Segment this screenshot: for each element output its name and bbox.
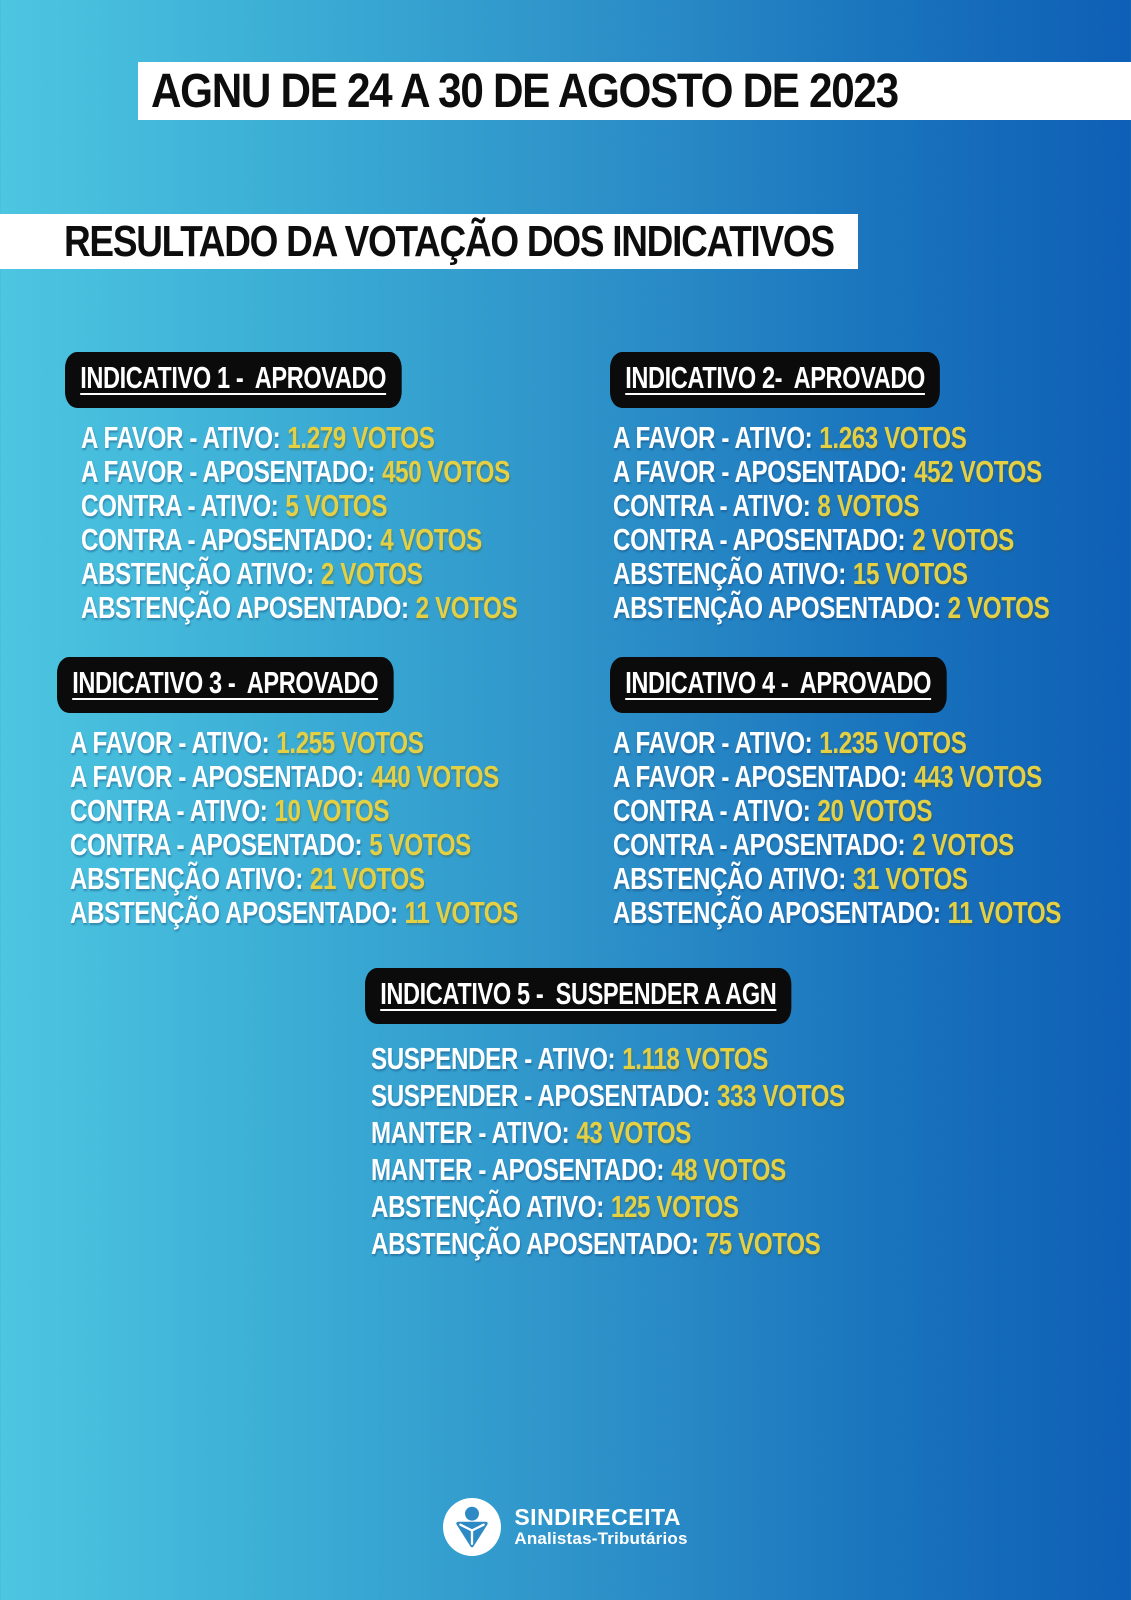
vote-line: [613, 455, 1049, 489]
vote-line: [371, 1077, 845, 1114]
vote-value: 443 VOTOS: [914, 759, 1042, 794]
indicativo-5-header: [365, 968, 792, 1024]
vote-value: 31 VOTOS: [852, 861, 968, 896]
vote-label: ABSTENÇÃO APOSENTADO:: [81, 590, 409, 625]
vote-line: [613, 862, 1061, 896]
vote-line: [371, 1040, 845, 1077]
indicativo-3-card: [57, 657, 644, 930]
vote-line: [81, 489, 517, 523]
vote-line: [70, 862, 518, 896]
vote-label: ABSTENÇÃO ATIVO:: [81, 556, 314, 591]
indicativo-1-title: INDICATIVO 1 - APROVADO: [80, 360, 387, 395]
vote-label: ABSTENÇÃO ATIVO:: [70, 861, 303, 896]
vote-label: SUSPENDER - ATIVO:: [371, 1041, 616, 1076]
indicativo-4-results: [613, 726, 1061, 930]
vote-value: 125 VOTOS: [610, 1189, 739, 1224]
indicativo-3-header: [57, 657, 393, 713]
org-block: [514, 1505, 687, 1549]
vote-label: CONTRA - APOSENTADO:: [70, 827, 363, 862]
vote-label: ABSTENÇÃO ATIVO:: [371, 1189, 604, 1224]
vote-line: [371, 1188, 845, 1225]
vote-value: 1.279 VOTOS: [287, 420, 435, 455]
vote-line: [70, 896, 518, 930]
vote-line: [613, 794, 1061, 828]
title-bar: [138, 62, 1131, 120]
vote-label: ABSTENÇÃO ATIVO:: [613, 556, 846, 591]
vote-line: [371, 1225, 845, 1262]
vote-line: [81, 523, 517, 557]
vote-line: [371, 1114, 845, 1151]
vote-label: ABSTENÇÃO APOSENTADO:: [371, 1226, 699, 1261]
vote-value: 2 VOTOS: [320, 556, 423, 591]
vote-label: MANTER - APOSENTADO:: [371, 1152, 665, 1187]
indicativo-4-card: [610, 657, 1131, 930]
vote-label: A FAVOR - APOSENTADO:: [70, 759, 365, 794]
vote-label: A FAVOR - ATIVO:: [613, 725, 813, 760]
vote-label: ABSTENÇÃO APOSENTADO:: [613, 895, 941, 930]
indicativo-1-header: [65, 352, 401, 408]
vote-line: [81, 591, 517, 625]
indicativo-2-title: INDICATIVO 2- APROVADO: [625, 360, 925, 395]
vote-line: [81, 421, 517, 455]
vote-value: 452 VOTOS: [914, 454, 1042, 489]
org-subtitle: Analistas-Tributários: [514, 1529, 688, 1549]
footer: [0, 1498, 1131, 1556]
org-name: SINDIRECEITA: [514, 1504, 681, 1530]
vote-label: A FAVOR - ATIVO:: [81, 420, 281, 455]
vote-label: MANTER - ATIVO:: [371, 1115, 570, 1150]
vote-label: CONTRA - APOSENTADO:: [613, 522, 906, 557]
indicativo-3-title: INDICATIVO 3 - APROVADO: [72, 665, 379, 700]
vote-value: 20 VOTOS: [817, 793, 933, 828]
vote-line: [81, 557, 517, 591]
vote-value: 2 VOTOS: [912, 522, 1014, 557]
vote-value: 2 VOTOS: [415, 590, 518, 625]
vote-label: A FAVOR - ATIVO:: [70, 725, 270, 760]
vote-value: 1.235 VOTOS: [819, 725, 967, 760]
page-title: AGNU DE 24 A 30 DE AGOSTO DE 2023: [151, 64, 898, 118]
vote-label: A FAVOR - APOSENTADO:: [81, 454, 376, 489]
vote-value: 48 VOTOS: [671, 1152, 786, 1187]
vote-value: 15 VOTOS: [852, 556, 968, 591]
indicativo-4-title: INDICATIVO 4 - APROVADO: [625, 665, 932, 700]
indicativo-4-header: [610, 657, 946, 713]
subtitle: RESULTADO DA VOTAÇÃO DOS INDICATIVOS: [64, 216, 834, 266]
vote-value: 8 VOTOS: [817, 488, 920, 523]
vote-label: ABSTENÇÃO APOSENTADO:: [70, 895, 398, 930]
vote-value: 440 VOTOS: [371, 759, 499, 794]
vote-line: [613, 726, 1061, 760]
indicativo-2-results: [613, 421, 1049, 625]
vote-value: 21 VOTOS: [309, 861, 425, 896]
vote-label: A FAVOR - APOSENTADO:: [613, 454, 908, 489]
indicativo-3-results: [70, 726, 518, 930]
vote-line: [70, 760, 518, 794]
vote-value: 11 VOTOS: [947, 895, 1062, 930]
vote-line: [613, 489, 1049, 523]
vote-line: [70, 794, 518, 828]
vote-line: [613, 523, 1049, 557]
vote-label: CONTRA - APOSENTADO:: [613, 827, 906, 862]
vote-label: CONTRA - ATIVO:: [613, 793, 811, 828]
vote-label: A FAVOR - APOSENTADO:: [613, 759, 908, 794]
vote-value: 10 VOTOS: [274, 793, 390, 828]
vote-label: CONTRA - APOSENTADO:: [81, 522, 374, 557]
indicativo-5-card: [365, 968, 978, 1262]
vote-label: ABSTENÇÃO APOSENTADO:: [613, 590, 941, 625]
vote-line: [613, 760, 1061, 794]
vote-value: 1.118 VOTOS: [622, 1041, 769, 1076]
vote-value: 5 VOTOS: [369, 827, 471, 862]
vote-label: ABSTENÇÃO ATIVO:: [613, 861, 846, 896]
vote-line: [613, 591, 1049, 625]
indicativo-1-card: [65, 352, 640, 625]
vote-value: 450 VOTOS: [382, 454, 510, 489]
indicativo-2-card: [610, 352, 1131, 625]
vote-label: CONTRA - ATIVO:: [81, 488, 279, 523]
vote-label: SUSPENDER - APOSENTADO:: [371, 1078, 710, 1113]
vote-value: 43 VOTOS: [576, 1115, 692, 1150]
vote-line: [613, 421, 1049, 455]
vote-line: [613, 557, 1049, 591]
vote-line: [70, 726, 518, 760]
vote-value: 75 VOTOS: [705, 1226, 821, 1261]
indicativo-1-results: [81, 421, 517, 625]
indicativo-5-title: INDICATIVO 5 - SUSPENDER A AGN: [380, 976, 777, 1011]
vote-label: CONTRA - ATIVO:: [613, 488, 811, 523]
vote-value: 2 VOTOS: [912, 827, 1014, 862]
person-in-circle-icon: [443, 1498, 501, 1556]
vote-line: [613, 896, 1061, 930]
indicativo-5-results: [371, 1040, 845, 1262]
vote-label: A FAVOR - ATIVO:: [613, 420, 813, 455]
vote-line: [81, 455, 517, 489]
indicativo-2-header: [610, 352, 940, 408]
vote-value: 333 VOTOS: [717, 1078, 845, 1113]
vote-line: [613, 828, 1061, 862]
vote-label: CONTRA - ATIVO:: [70, 793, 268, 828]
subtitle-bar: [0, 214, 858, 269]
vote-value: 11 VOTOS: [404, 895, 519, 930]
vote-value: 5 VOTOS: [285, 488, 388, 523]
vote-line: [371, 1151, 845, 1188]
vote-value: 1.255 VOTOS: [276, 725, 424, 760]
vote-value: 1.263 VOTOS: [819, 420, 967, 455]
vote-value: 4 VOTOS: [380, 522, 482, 557]
vote-line: [70, 828, 518, 862]
vote-value: 2 VOTOS: [947, 590, 1050, 625]
